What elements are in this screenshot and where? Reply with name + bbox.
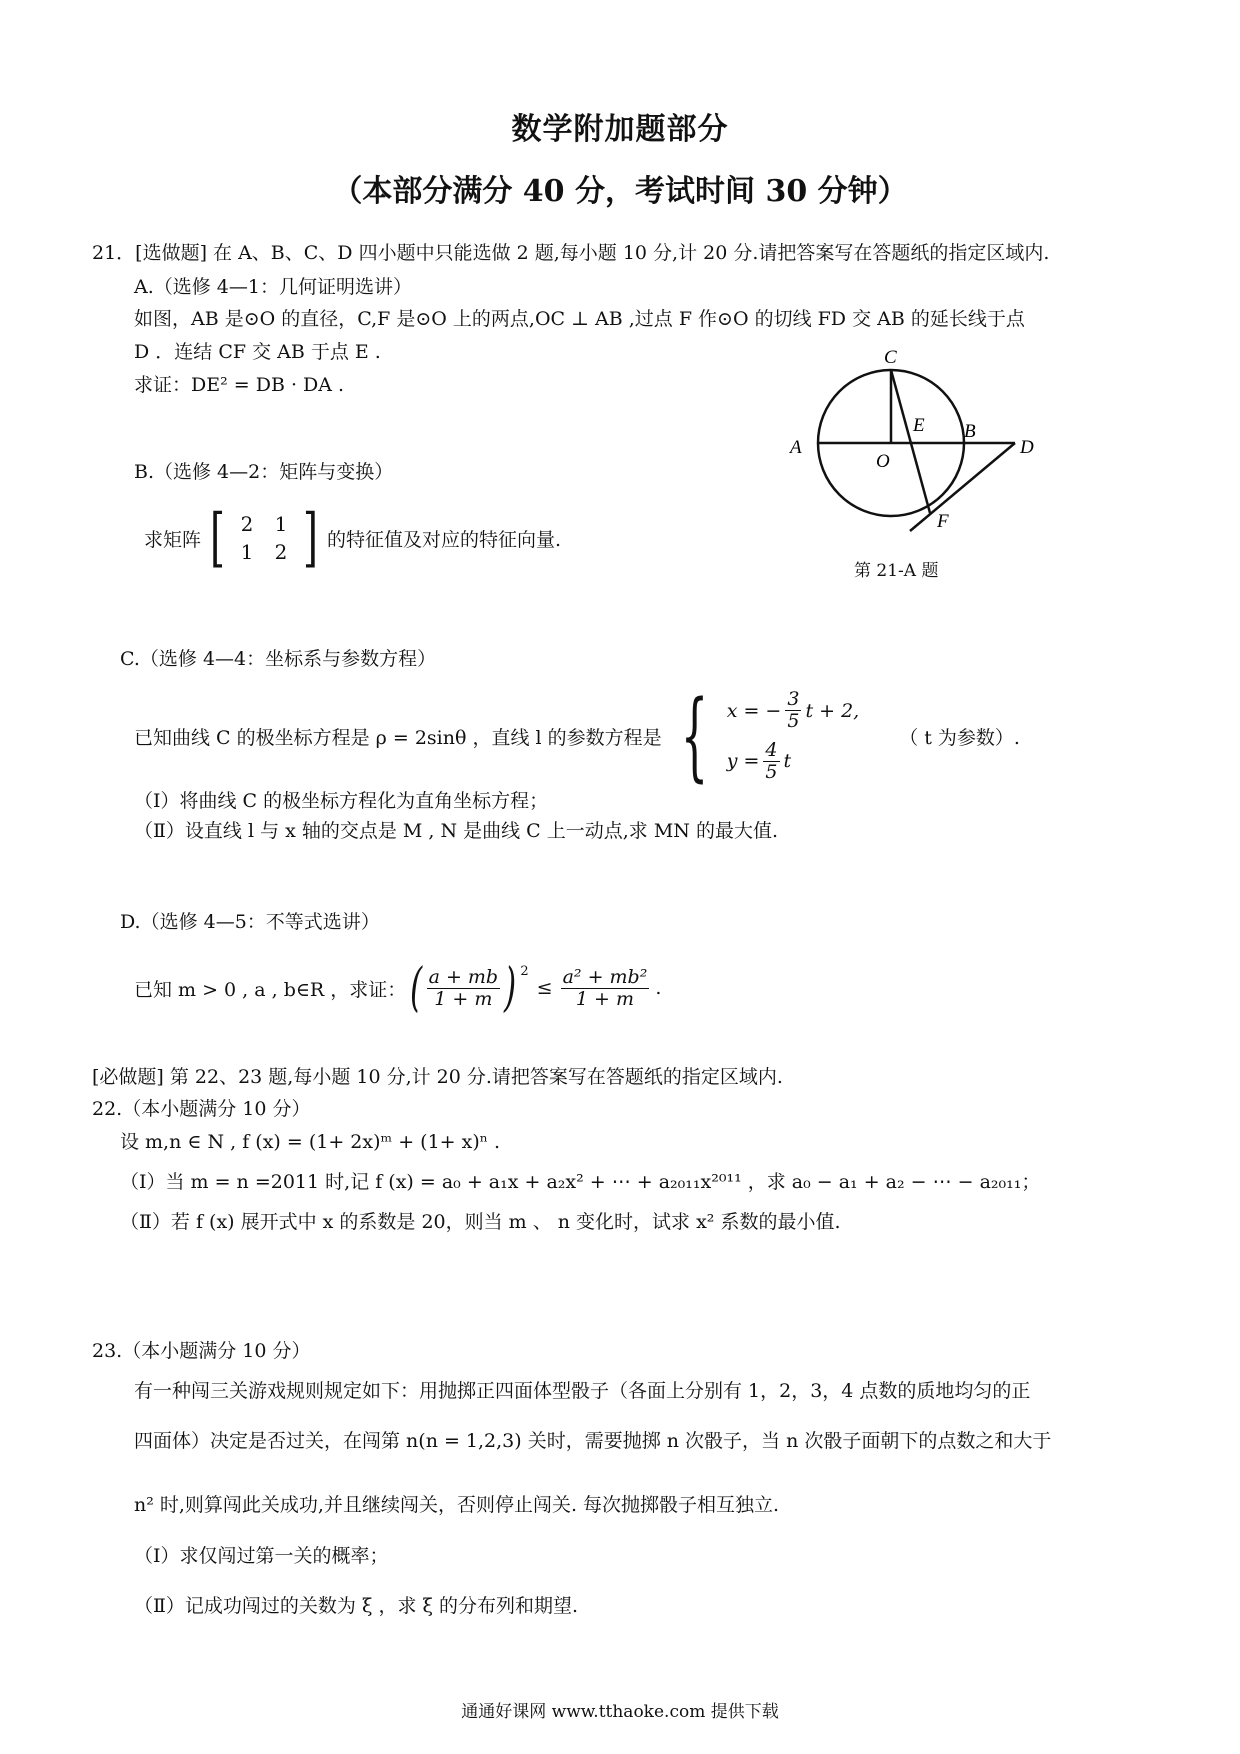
- eq1-lhs: x = −: [726, 699, 782, 722]
- q22-line2: （Ⅰ）当 m = n =2011 时,记 f (x) = a₀ + a₁x + a₂x² + ⋯ + a₂₀₁₁x²⁰¹¹ ，求 a₀ − a₁ + a₂ − ⋯ − a₂₀₁₁；: [120, 1171, 1041, 1193]
- label-a: A: [790, 437, 802, 458]
- q21c-part2: （Ⅱ）设直线 l 与 x 轴的交点是 M , N 是曲线 C 上一动点,求 MN 的最大值.: [134, 820, 778, 842]
- brace: {: [680, 680, 708, 792]
- q23-part1: （Ⅰ）求仅闯过第一关的概率；: [134, 1545, 389, 1567]
- label-d: D: [1020, 437, 1034, 458]
- matrix-cell: 1: [240, 540, 254, 564]
- eq2-rhs: t: [783, 750, 792, 773]
- exponent: 2: [520, 964, 529, 979]
- param-equations: [727, 689, 860, 783]
- q21a-line2: D ．连结 CF 交 AB 于点 E .: [134, 341, 381, 363]
- q21c-part1: （Ⅰ）将曲线 C 的极坐标方程化为直角坐标方程；: [134, 790, 549, 812]
- q21d-heading: D.（选修 4—5：不等式选讲）: [120, 911, 380, 933]
- eq1-rhs: t + 2,: [805, 699, 860, 722]
- q21a-line1: 如图，AB 是⊙O 的直径，C,F 是⊙O 上的两点,OC ⊥ AB ,过点 F 作⊙O 的切线 FD 交 AB 的延长线于点: [134, 308, 1025, 330]
- q23-heading: 23.（本小题满分 10 分）: [92, 1340, 311, 1362]
- q21d-statement: [134, 952, 661, 1024]
- geometry-figure: [780, 345, 1050, 585]
- q22-line1: 设 m,n ∈ N , f (x) = (1+ 2x)ᵐ + (1+ x)ⁿ .: [120, 1131, 501, 1153]
- q21c-heading: C.（选修 4—4：坐标系与参数方程）: [120, 648, 437, 670]
- relation: ≤: [536, 977, 553, 999]
- q21b-suffix: 的特征值及对应的特征向量.: [326, 528, 561, 551]
- q22-line3: （Ⅱ）若 f (x) 展开式中 x 的系数是 20，则当 m 、 n 变化时，试求 x² 系数的最小值.: [120, 1211, 841, 1233]
- inequality: ( $\frac{a + mb}{1 + m}$ ) 2 ≤ $\frac{\text{a² + mb²}}{1 + m}$ .: [410, 958, 662, 1018]
- matrix-cell: 1: [274, 512, 288, 536]
- label-f: F: [937, 511, 949, 532]
- required-intro: [必做题] 第 22、23 题,每小题 10 分,计 20 分.请把答案写在答题纸的指定区域内.: [92, 1066, 783, 1088]
- q23-line3: n² 时,则算闯此关成功,并且继续闯关，否则停止闯关. 每次抛掷骰子相互独立.: [134, 1494, 780, 1516]
- q21-intro: 21．[选做题] 在 A、B、C、D 四小题中只能选做 2 题,每小题 10 分,计 20 分.请把答案写在答题纸的指定区域内.: [92, 242, 1050, 264]
- page-subtitle: （本部分满分 40 分，考试时间 30 分钟）: [332, 174, 908, 209]
- page-title: 数学附加题部分: [511, 112, 729, 147]
- matrix: [ 2 1 1 2 ]: [210, 501, 318, 575]
- q22-heading: 22.（本小题满分 10 分）: [92, 1098, 311, 1120]
- q21c-statement: [134, 680, 1020, 792]
- eq2-lhs: y =: [726, 750, 760, 773]
- q21b-heading: B.（选修 4—2：矩阵与变换）: [134, 461, 394, 483]
- q23-line2: 四面体）决定是否过关，在闯第 n(n = 1,2,3) 关时，需要抛掷 n 次骰子，当 n 次骰子面朝下的点数之和大于: [134, 1430, 1052, 1452]
- figure-caption: 第 21-A 题: [854, 561, 939, 581]
- label-c: C: [884, 347, 897, 368]
- rhs-fraction: $\frac{\text{a² + mb²}}{1 + m}$: [562, 965, 648, 1010]
- q21a-heading: A.（选修 4—1：几何证明选讲）: [134, 276, 412, 298]
- line-cf: [891, 370, 930, 513]
- q21b-prefix: 求矩阵: [144, 528, 202, 551]
- circle-diagram: [780, 345, 1050, 585]
- q21d-prefix: 已知 m > 0 , a , b∈R ，求证：: [134, 978, 407, 1001]
- eq1-fraction: $\frac{3}{5}$: [787, 688, 800, 733]
- label-o: O: [876, 451, 890, 472]
- q21b-statement: [144, 501, 561, 575]
- q23-line1: 有一种闯三关游戏规则规定如下：用抛掷正四面体型骰子（各面上分别有 1，2，3，4 点数的质地均匀的正: [134, 1380, 1031, 1402]
- eq2-fraction: $\frac{4}{5}$: [765, 739, 778, 783]
- param-note: （ t 为参数）.: [899, 726, 1020, 749]
- q21a-line3: 求证：DE² = DB · DA .: [134, 374, 345, 396]
- lhs-fraction: $\frac{a + mb}{1 + m}$: [428, 965, 499, 1010]
- matrix-cell: 2: [274, 540, 288, 564]
- q23-part2: （Ⅱ）记成功闯过的关数为 ξ ，求 ξ 的分布列和期望.: [134, 1595, 579, 1617]
- label-e: E: [913, 415, 925, 436]
- matrix-cell: 2: [240, 512, 254, 536]
- footer-text: 通通好课网 www.tthaoke.com 提供下载: [461, 1702, 779, 1722]
- label-b: B: [964, 421, 976, 442]
- q21c-prefix: 已知曲线 C 的极坐标方程是 ρ = 2sinθ ，直线 l 的参数方程是: [134, 726, 662, 749]
- period: .: [655, 977, 662, 999]
